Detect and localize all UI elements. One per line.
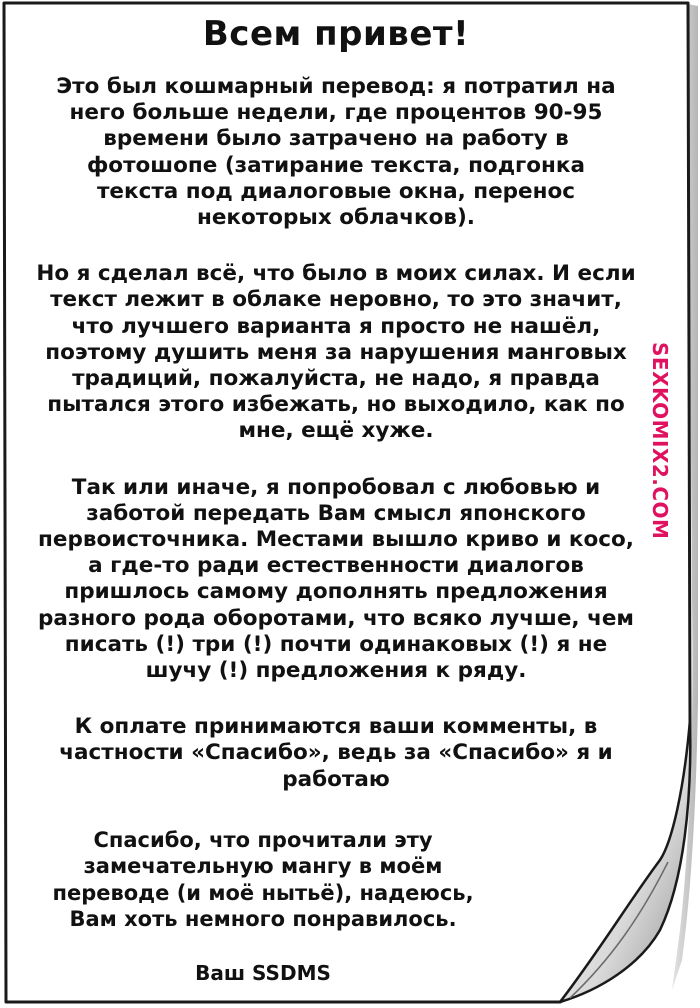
signature: Ваш SSDMS	[195, 960, 331, 985]
letter-content	[22, 6, 650, 1007]
paragraph-4: К оплате принимаются ваши комменты, в частности «Спасибо», ведь за «Спасибо» я и работаю	[59, 714, 613, 792]
paragraph-5: Спасибо, что прочитали эту замечательную мангу в моём переводе (и моё нытьё), надеюсь, Вам хоть немного понравилось.	[52, 827, 474, 932]
letter-title: Всем привет!	[202, 14, 470, 54]
paragraph-3: Так или иначе, я попробовал с любовью и заботой передать Вам смысл японского первоисточника. Местами вышло криво и косо, а где-то ради естественности диалогов пришлось самому дополнять предложения разного рода оборотами, что всяко лучше, чем писать (!) три (!) почти одинаковых (!) я не шучу (!) предложения к ряду.	[38, 474, 634, 684]
paragraph-2: Но я сделал всё, что было в моих силах. И если текст лежит в облаке неровно, то это значит, что лучшего варианта я просто не нашёл, поэтому душить меня за нарушения манговых традиций, пожалуйста, не надо, я правда пытался этого избежать, но выходило, как по мне, ещё хуже.	[36, 261, 636, 444]
paragraph-1: Это был кошмарный перевод: я потратил на него больше недели, где процентов 90-95 времени было затрачено на работу в фотошопе (затирание текста, подгонка текста под диалоговые окна, перенос некоторых облачков).	[56, 74, 616, 231]
watermark: SEXKOMIX2.COM	[648, 342, 672, 540]
